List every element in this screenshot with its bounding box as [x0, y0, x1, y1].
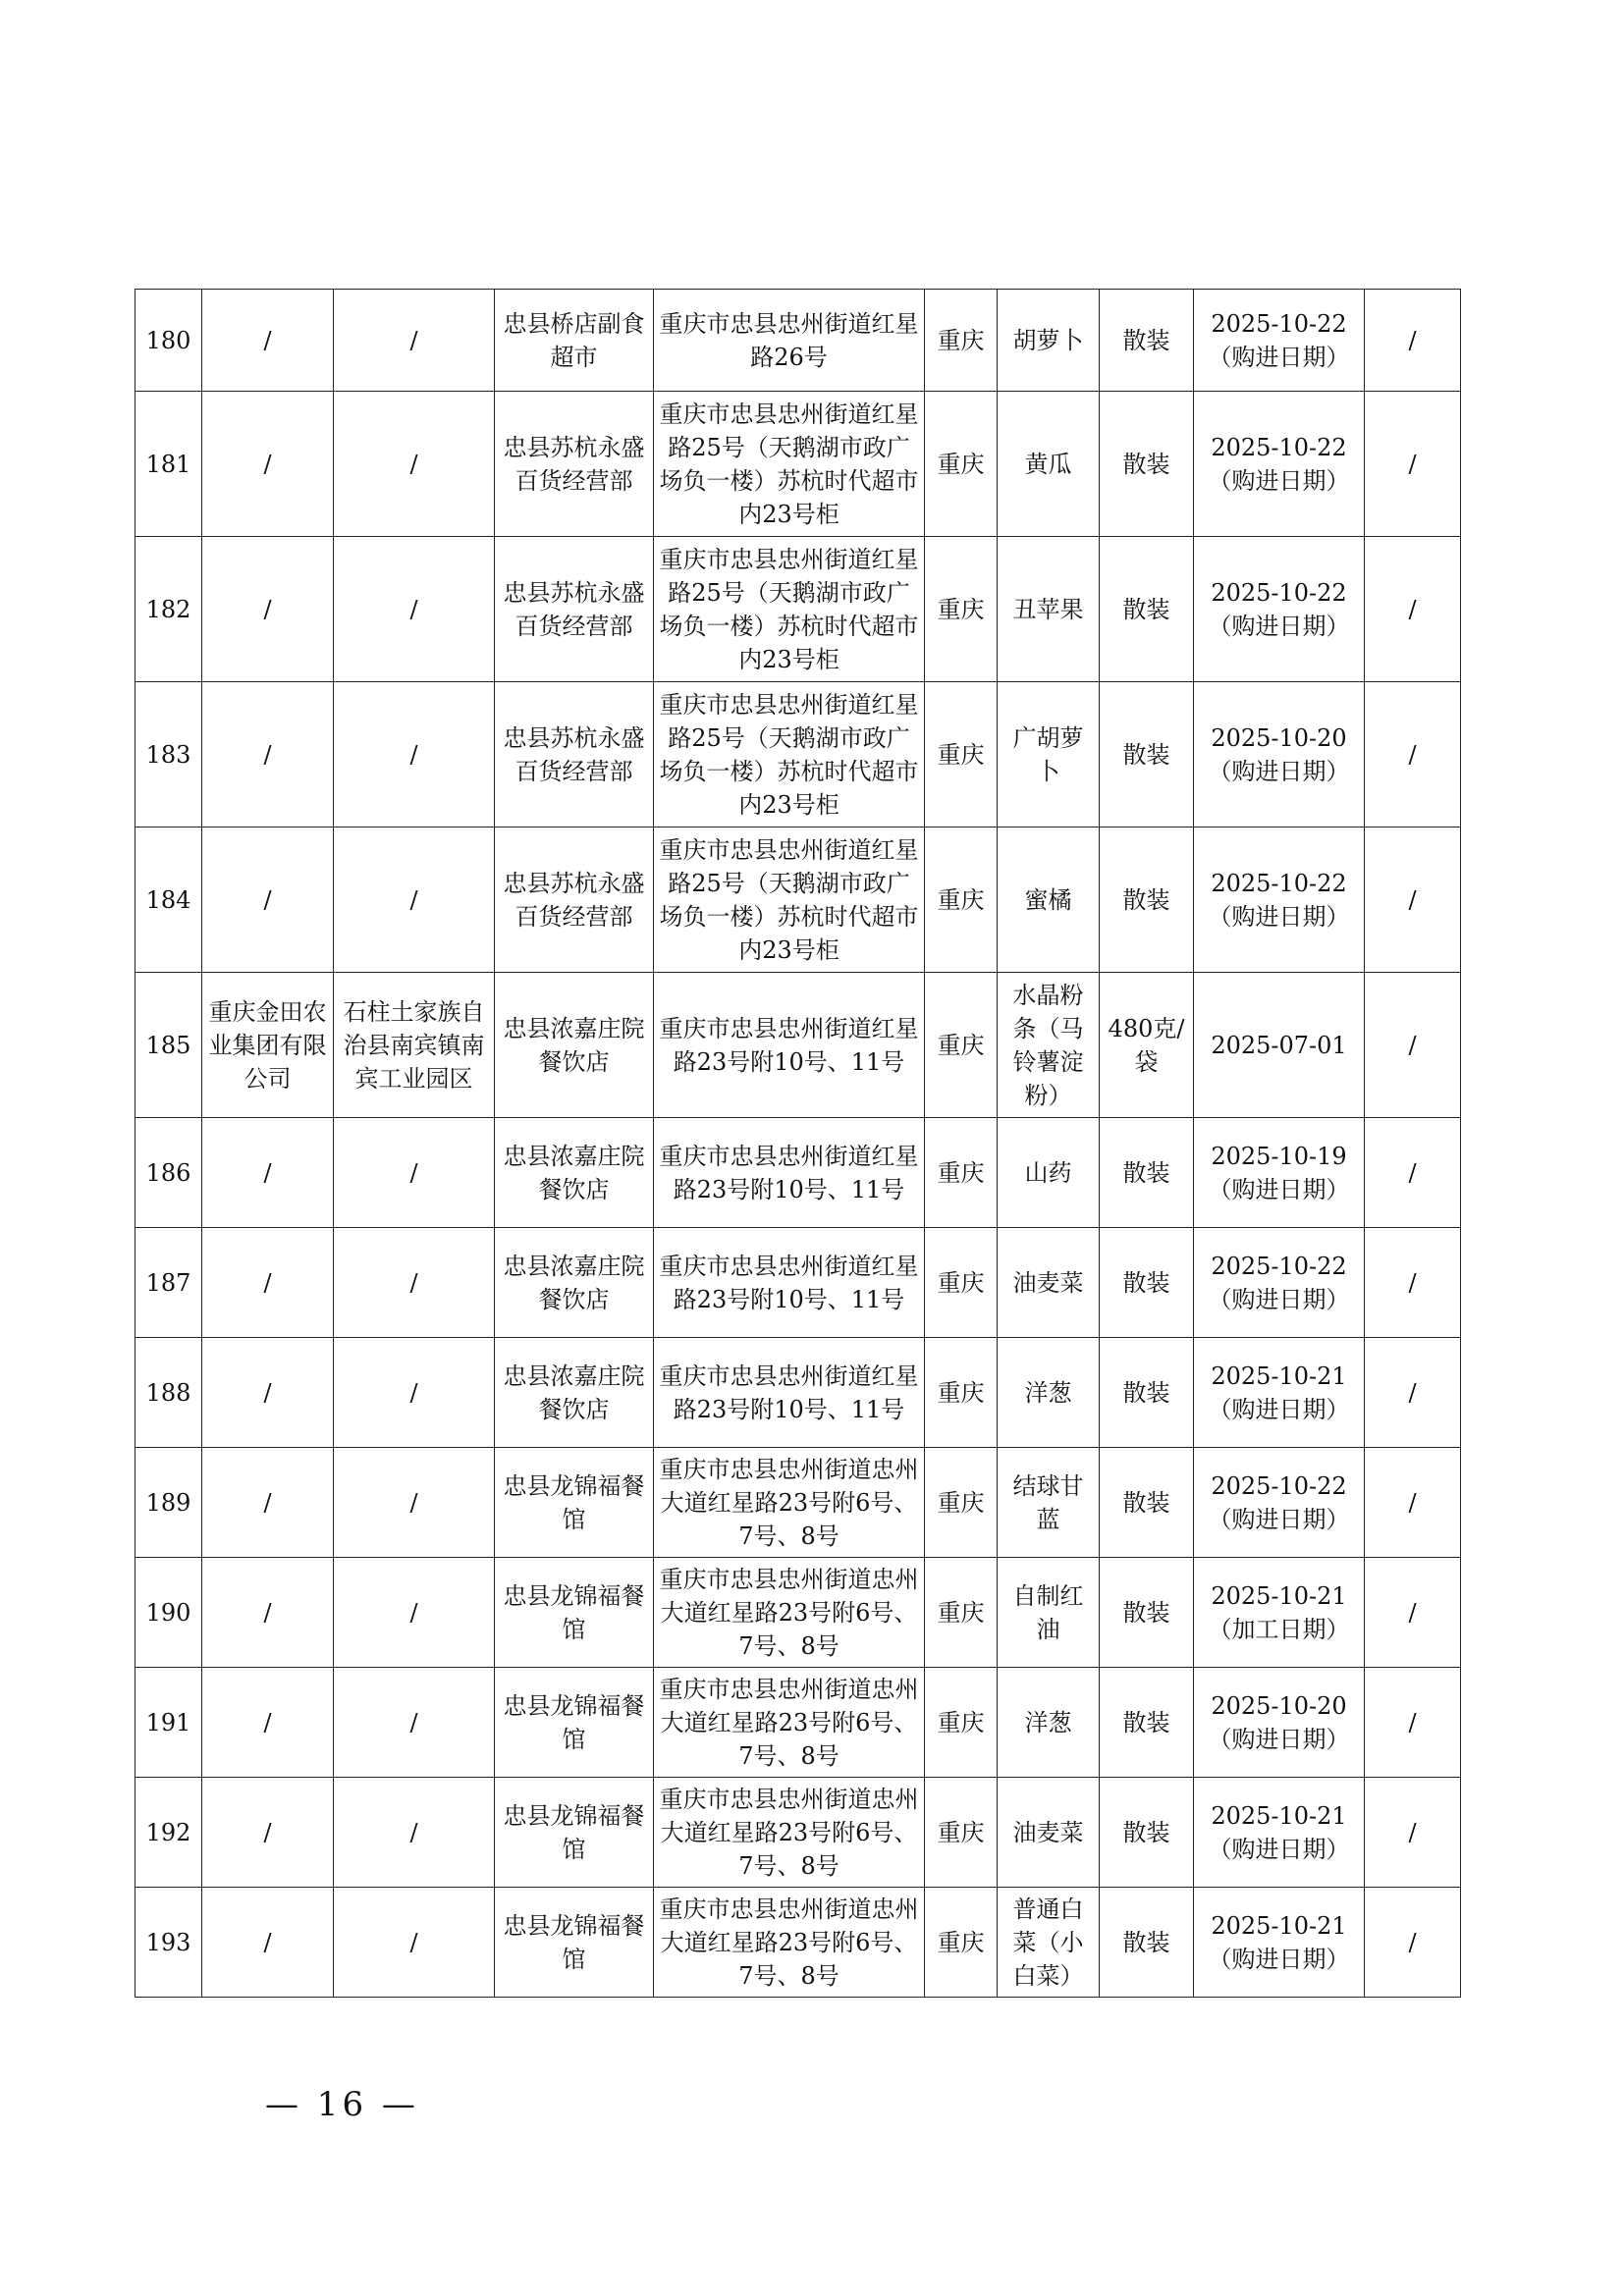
date-cell: 2025-07-01: [1194, 973, 1365, 1118]
date-cell: 2025-10-20 （购进日期）: [1194, 1668, 1365, 1778]
producer-name-cell: /: [202, 828, 334, 973]
table-row: [135, 1338, 1461, 1448]
seller-address-cell: 重庆市忠县忠州街道红星路23号附10号、11号: [654, 1228, 925, 1338]
food-name-cell: 胡萝卜: [998, 290, 1100, 392]
seller-name-cell: 忠县桥店副食超市: [495, 290, 654, 392]
province-cell: 重庆: [925, 290, 998, 392]
seller-name-cell: 忠县苏杭永盛百货经营部: [495, 682, 654, 828]
date-cell: 2025-10-22 （购进日期）: [1194, 1228, 1365, 1338]
food-name-cell: 洋葱: [998, 1338, 1100, 1448]
seller-address-cell: 重庆市忠县忠州街道忠州大道红星路23号附6号、7号、8号: [654, 1558, 925, 1668]
seller-address-cell: 重庆市忠县忠州街道红星路25号（天鹅湖市政广场负一楼）苏杭时代超市内23号柜: [654, 537, 925, 682]
specification-cell: 散装: [1100, 828, 1194, 973]
specification-cell: 散装: [1100, 1558, 1194, 1668]
seller-name-cell: 忠县浓嘉庄院餐饮店: [495, 1228, 654, 1338]
producer-address-cell: /: [334, 1558, 495, 1668]
food-name-cell: 油麦菜: [998, 1778, 1100, 1888]
producer-name-cell: /: [202, 1228, 334, 1338]
producer-name-cell: /: [202, 1888, 334, 1998]
remark-cell: /: [1365, 1668, 1461, 1778]
remark-cell: /: [1365, 682, 1461, 828]
producer-name-cell: /: [202, 537, 334, 682]
seller-address-cell: 重庆市忠县忠州街道忠州大道红星路23号附6号、7号、8号: [654, 1778, 925, 1888]
remark-cell: /: [1365, 1888, 1461, 1998]
producer-name-cell: /: [202, 290, 334, 392]
specification-cell: 散装: [1100, 290, 1194, 392]
row-number-cell: 187: [135, 1228, 202, 1338]
specification-cell: 散装: [1100, 537, 1194, 682]
row-number-cell: 185: [135, 973, 202, 1118]
specification-cell: 散装: [1100, 1778, 1194, 1888]
seller-name-cell: 忠县龙锦福餐馆: [495, 1668, 654, 1778]
producer-name-cell: /: [202, 1558, 334, 1668]
producer-name-cell: /: [202, 1668, 334, 1778]
province-cell: 重庆: [925, 537, 998, 682]
seller-address-cell: 重庆市忠县忠州街道红星路25号（天鹅湖市政广场负一楼）苏杭时代超市内23号柜: [654, 828, 925, 973]
row-number-cell: 182: [135, 537, 202, 682]
remark-cell: /: [1365, 828, 1461, 973]
date-cell: 2025-10-22 （购进日期）: [1194, 828, 1365, 973]
food-name-cell: 广胡萝卜: [998, 682, 1100, 828]
date-cell: 2025-10-22 （购进日期）: [1194, 290, 1365, 392]
table-row: [135, 1448, 1461, 1558]
specification-cell: 散装: [1100, 1888, 1194, 1998]
seller-name-cell: 忠县浓嘉庄院餐饮店: [495, 973, 654, 1118]
date-cell: 2025-10-21 （加工日期）: [1194, 1558, 1365, 1668]
specification-cell: 散装: [1100, 1338, 1194, 1448]
remark-cell: /: [1365, 290, 1461, 392]
results-table: [135, 289, 1461, 1998]
seller-name-cell: 忠县苏杭永盛百货经营部: [495, 392, 654, 537]
food-name-cell: 水晶粉条（马铃薯淀粉）: [998, 973, 1100, 1118]
producer-address-cell: /: [334, 1778, 495, 1888]
food-name-cell: 蜜橘: [998, 828, 1100, 973]
food-name-cell: 丑苹果: [998, 537, 1100, 682]
date-cell: 2025-10-21 （购进日期）: [1194, 1888, 1365, 1998]
date-cell: 2025-10-22 （购进日期）: [1194, 537, 1365, 682]
table-row: [135, 290, 1461, 392]
province-cell: 重庆: [925, 973, 998, 1118]
table-row: [135, 1558, 1461, 1668]
remark-cell: /: [1365, 1778, 1461, 1888]
food-name-cell: 洋葱: [998, 1668, 1100, 1778]
producer-address-cell: /: [334, 682, 495, 828]
producer-address-cell: /: [334, 290, 495, 392]
date-cell: 2025-10-22 （购进日期）: [1194, 392, 1365, 537]
seller-name-cell: 忠县龙锦福餐馆: [495, 1778, 654, 1888]
producer-name-cell: /: [202, 682, 334, 828]
page-number: — 16 —: [265, 2085, 419, 2124]
table-row: [135, 1118, 1461, 1228]
remark-cell: /: [1365, 1448, 1461, 1558]
row-number-cell: 191: [135, 1668, 202, 1778]
food-name-cell: 黄瓜: [998, 392, 1100, 537]
specification-cell: 散装: [1100, 682, 1194, 828]
seller-name-cell: 忠县苏杭永盛百货经营部: [495, 828, 654, 973]
seller-name-cell: 忠县龙锦福餐馆: [495, 1558, 654, 1668]
seller-name-cell: 忠县苏杭永盛百货经营部: [495, 537, 654, 682]
remark-cell: /: [1365, 1118, 1461, 1228]
seller-name-cell: 忠县浓嘉庄院餐饮店: [495, 1118, 654, 1228]
seller-address-cell: 重庆市忠县忠州街道忠州大道红星路23号附6号、7号、8号: [654, 1888, 925, 1998]
producer-name-cell: /: [202, 1778, 334, 1888]
producer-name-cell: /: [202, 392, 334, 537]
producer-address-cell: /: [334, 537, 495, 682]
seller-address-cell: 重庆市忠县忠州街道红星路23号附10号、11号: [654, 973, 925, 1118]
row-number-cell: 181: [135, 392, 202, 537]
remark-cell: /: [1365, 1338, 1461, 1448]
row-number-cell: 189: [135, 1448, 202, 1558]
row-number-cell: 186: [135, 1118, 202, 1228]
table-body: [135, 290, 1461, 1998]
remark-cell: /: [1365, 1228, 1461, 1338]
food-name-cell: 结球甘蓝: [998, 1448, 1100, 1558]
producer-name-cell: /: [202, 1118, 334, 1228]
specification-cell: 散装: [1100, 1118, 1194, 1228]
producer-name-cell: /: [202, 1448, 334, 1558]
seller-address-cell: 重庆市忠县忠州街道忠州大道红星路23号附6号、7号、8号: [654, 1448, 925, 1558]
producer-address-cell: 石柱土家族自治县南宾镇南宾工业园区: [334, 973, 495, 1118]
table-row: [135, 537, 1461, 682]
producer-address-cell: /: [334, 392, 495, 537]
seller-address-cell: 重庆市忠县忠州街道忠州大道红星路23号附6号、7号、8号: [654, 1668, 925, 1778]
food-name-cell: 普通白菜（小白菜）: [998, 1888, 1100, 1998]
province-cell: 重庆: [925, 1888, 998, 1998]
seller-address-cell: 重庆市忠县忠州街道红星路23号附10号、11号: [654, 1118, 925, 1228]
row-number-cell: 188: [135, 1338, 202, 1448]
date-cell: 2025-10-20 （购进日期）: [1194, 682, 1365, 828]
remark-cell: /: [1365, 973, 1461, 1118]
seller-name-cell: 忠县龙锦福餐馆: [495, 1448, 654, 1558]
table-row: [135, 392, 1461, 537]
table-row: [135, 1778, 1461, 1888]
date-cell: 2025-10-22 （购进日期）: [1194, 1448, 1365, 1558]
seller-address-cell: 重庆市忠县忠州街道红星路25号（天鹅湖市政广场负一楼）苏杭时代超市内23号柜: [654, 682, 925, 828]
seller-name-cell: 忠县龙锦福餐馆: [495, 1888, 654, 1998]
row-number-cell: 190: [135, 1558, 202, 1668]
province-cell: 重庆: [925, 1118, 998, 1228]
seller-address-cell: 重庆市忠县忠州街道红星路26号: [654, 290, 925, 392]
table-row: [135, 973, 1461, 1118]
date-cell: 2025-10-21 （购进日期）: [1194, 1338, 1365, 1448]
specification-cell: 散装: [1100, 392, 1194, 537]
province-cell: 重庆: [925, 1228, 998, 1338]
province-cell: 重庆: [925, 392, 998, 537]
row-number-cell: 180: [135, 290, 202, 392]
producer-name-cell: 重庆金田农业集团有限公司: [202, 973, 334, 1118]
table-row: [135, 1668, 1461, 1778]
specification-cell: 480克/袋: [1100, 973, 1194, 1118]
producer-address-cell: /: [334, 1228, 495, 1338]
province-cell: 重庆: [925, 682, 998, 828]
row-number-cell: 184: [135, 828, 202, 973]
producer-address-cell: /: [334, 1338, 495, 1448]
province-cell: 重庆: [925, 1338, 998, 1448]
table-row: [135, 1888, 1461, 1998]
producer-address-cell: /: [334, 1448, 495, 1558]
producer-address-cell: /: [334, 1888, 495, 1998]
row-number-cell: 192: [135, 1778, 202, 1888]
specification-cell: 散装: [1100, 1228, 1194, 1338]
table-row: [135, 828, 1461, 973]
producer-name-cell: /: [202, 1338, 334, 1448]
date-cell: 2025-10-19 （购进日期）: [1194, 1118, 1365, 1228]
producer-address-cell: /: [334, 1118, 495, 1228]
seller-address-cell: 重庆市忠县忠州街道红星路23号附10号、11号: [654, 1338, 925, 1448]
date-cell: 2025-10-21 （购进日期）: [1194, 1778, 1365, 1888]
row-number-cell: 193: [135, 1888, 202, 1998]
specification-cell: 散装: [1100, 1448, 1194, 1558]
province-cell: 重庆: [925, 1778, 998, 1888]
table-row: [135, 1228, 1461, 1338]
table-row: [135, 682, 1461, 828]
food-name-cell: 山药: [998, 1118, 1100, 1228]
province-cell: 重庆: [925, 828, 998, 973]
specification-cell: 散装: [1100, 1668, 1194, 1778]
remark-cell: /: [1365, 392, 1461, 537]
producer-address-cell: /: [334, 1668, 495, 1778]
food-name-cell: 油麦菜: [998, 1228, 1100, 1338]
remark-cell: /: [1365, 1558, 1461, 1668]
province-cell: 重庆: [925, 1448, 998, 1558]
seller-address-cell: 重庆市忠县忠州街道红星路25号（天鹅湖市政广场负一楼）苏杭时代超市内23号柜: [654, 392, 925, 537]
remark-cell: /: [1365, 537, 1461, 682]
seller-name-cell: 忠县浓嘉庄院餐饮店: [495, 1338, 654, 1448]
producer-address-cell: /: [334, 828, 495, 973]
province-cell: 重庆: [925, 1558, 998, 1668]
row-number-cell: 183: [135, 682, 202, 828]
province-cell: 重庆: [925, 1668, 998, 1778]
food-name-cell: 自制红油: [998, 1558, 1100, 1668]
